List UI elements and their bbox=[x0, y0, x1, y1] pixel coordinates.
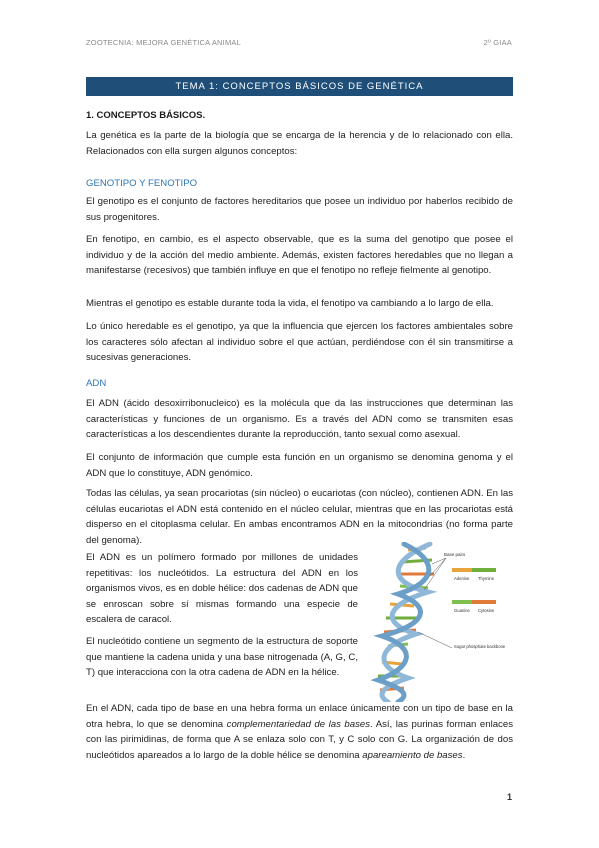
adn-paragraph-1: El ADN (ácido desoxirribonucleico) es la molécula que da las instrucciones que determinan las características y funciones de un organismo. Es a través del ADN como se transmiten esas características a los descendientes durante la reproducción, tanto sexual como asexual. bbox=[86, 398, 513, 440]
heading-adn: ADN bbox=[86, 378, 107, 389]
adn-paragraph-5: El nucleótido contiene un segmento de la estructura de soporte que mantiene la cadena unida y una base nitrogenada (A, G, C, T) que interacciona con la otra cadena de ADN en la hélice. bbox=[86, 636, 358, 678]
genotipo-paragraph-3: Mientras el genotipo es estable durante toda la vida, el fenotipo va cambiando a lo largo de ella. bbox=[86, 298, 494, 309]
label-guanine: Guanine bbox=[454, 608, 470, 613]
genotipo-paragraph-2: En fenotipo, en cambio, es el aspecto observable, que es la suma del genotipo que posee el individuo y de la acción del medio ambiente. Además, existen factores heredables que no llegan a manifestarse (recesivos) que también influye en que el fenotipo no refleje fielmente al genotipo. bbox=[86, 234, 513, 276]
dna-backbone-strand-1 bbox=[382, 544, 430, 702]
legend-adenine-thymine bbox=[452, 568, 496, 581]
adn-paragraph-6-text-b: . Así, las purinas forman enlaces con las pirimidinas, de forma que A se enlaza solo con T, y C solo con G. La organización de dos nucleótidos apareados a lo largo de la doble hélice se denomina bbox=[86, 718, 513, 761]
label-adenine: Adenine bbox=[454, 576, 470, 581]
label-thymine: Thymine bbox=[478, 576, 495, 581]
header-course: ZOOTECNIA: MEJORA GENÉTICA ANIMAL bbox=[86, 38, 241, 47]
cytosine-swatch bbox=[472, 600, 496, 604]
adn-paragraph-6-text-a: En el ADN, cada tipo de base en una hebra forma un enlace únicamente con un tipo de base en la otra hebra, lo que se denomina bbox=[86, 703, 513, 730]
adn-paragraph-6-text-c: . bbox=[462, 749, 466, 761]
label-cytosine: Cytosine bbox=[478, 608, 495, 613]
adn-paragraph-3: Todas las células, ya sean procariotas (sin núcleo) o eucariotas (con núcleo), contienen ADN. En las células eucariotas el ADN está contenido en el núcleo celular, mientras que en las procariotas está disperso en el citoplasma celular. En ambas encontramos ADN en la mitocondrias (no forma parte del genoma). bbox=[86, 488, 513, 546]
genotipo-paragraph-1: El genotipo es el conjunto de factores hereditarios que posee un individuo por haberlos recibido de sus progenitores. bbox=[86, 196, 513, 223]
dna-double-helix-figure bbox=[368, 542, 516, 702]
intro-paragraph: La genética es la parte de la biología que se encarga de la herencia y de lo relacionado con ella. Relacionados con ella surgen algunos conceptos: bbox=[86, 130, 513, 157]
heading-genotipo: GENOTIPO Y FENOTIPO bbox=[86, 178, 198, 189]
header-group: 2º GIAA bbox=[483, 38, 512, 47]
adn-paragraph-4: El ADN es un polímero formado por millones de unidades repetitivas: los nucleótidos. La estructura del ADN en los organismos vivos, es en doble hélice: dos cadenas de ADN que se enroscan sobre sí mismas formando una especie de escalera de caracol. bbox=[86, 552, 358, 625]
topic-banner: TEMA 1: CONCEPTOS BÁSICOS DE GENÉTICA bbox=[86, 77, 513, 96]
genotipo-paragraph-4: Lo único heredable es el genotipo, ya que la influencia que ejercen los factores ambientales sobre los caracteres sólo afectan al individuo sobre el que actúan, perdiéndose con él sin transmitirse a sucesivas generaciones. bbox=[86, 321, 513, 363]
backbone-callout bbox=[418, 632, 506, 649]
legend-guanine-cytosine bbox=[452, 600, 496, 613]
adenine-swatch bbox=[452, 568, 472, 572]
page-number: 1 bbox=[506, 792, 512, 802]
term-apareamiento: apareamiento de bases bbox=[362, 749, 463, 761]
label-base-pairs: Base pairs bbox=[444, 552, 466, 557]
section-title: 1. CONCEPTOS BÁSICOS. bbox=[86, 110, 206, 121]
label-backbone: Sugar phosphate backbone bbox=[454, 644, 506, 649]
thymine-swatch bbox=[472, 568, 496, 572]
adn-paragraph-6 bbox=[86, 701, 513, 763]
term-complementariedad: complementariedad de las bases bbox=[226, 718, 371, 730]
guanine-swatch bbox=[452, 600, 472, 604]
adn-paragraph-2: El conjunto de información que cumple esta función en un organismo se denomina genoma y el ADN que lo constituye, ADN genómico. bbox=[86, 452, 513, 479]
